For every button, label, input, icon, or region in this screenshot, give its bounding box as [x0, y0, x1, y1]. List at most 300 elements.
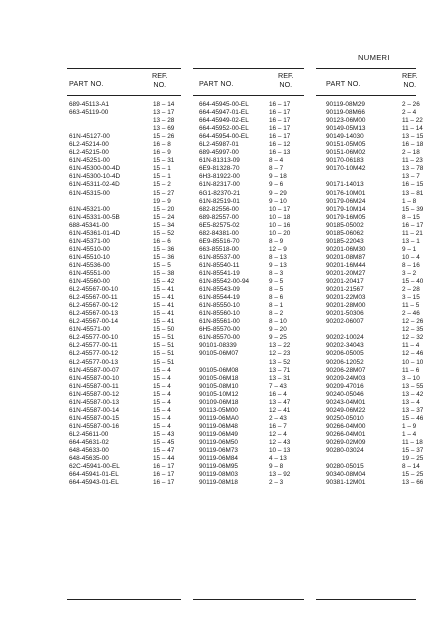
part-number: 61N-45587-00-11: [69, 382, 119, 390]
part-number: 90119-06M48: [199, 422, 238, 430]
part-number: 61N-45551-00: [69, 269, 110, 277]
table-row: [316, 253, 420, 262]
table-row: [316, 342, 420, 350]
part-number: 90201-50306: [326, 310, 364, 318]
table-row: [316, 294, 420, 302]
table-row: [67, 334, 181, 342]
part-number: 688-45341-00: [69, 221, 109, 229]
part-number: 6L2-45577-00-11: [69, 342, 118, 350]
table-row: [316, 157, 423, 165]
table-row: [67, 318, 181, 326]
part-number: 90206-05005: [326, 350, 364, 358]
ref-number: 13 – 4: [402, 398, 420, 406]
ref-number: 8 – 15: [402, 213, 420, 221]
part-number: 90119-06M95: [199, 463, 238, 471]
part-number: 90201-21567: [326, 286, 364, 294]
table-row: [193, 359, 304, 367]
ref-number: 15 – 4: [153, 406, 171, 414]
ref-number: 2 – 43: [269, 414, 287, 422]
ref-number: 1 – 9: [402, 422, 417, 430]
table-row: [316, 447, 423, 455]
ref-number: 3 – 2: [402, 269, 417, 277]
part-number: 62C-45941-00-EL: [69, 463, 120, 471]
ref-header-line1: REF.: [402, 71, 418, 80]
ref-number: 13 – 15: [402, 133, 423, 141]
ref-number: 16 – 17: [269, 125, 291, 133]
part-number: 6L2-45567-00-13: [69, 310, 119, 318]
part-number: 682-82556-00: [199, 205, 239, 213]
part-number: 90201-16M44: [326, 261, 366, 269]
part-number: 648-45633-00: [69, 447, 109, 455]
ref-number: 15 – 4: [153, 382, 171, 390]
ref-number: 16 – 17: [153, 471, 175, 479]
part-number: 90105-06M08: [199, 366, 239, 374]
ref-number: 15 – 51: [153, 342, 175, 350]
part-number: 90119-06M49: [199, 430, 238, 438]
ref-number: 16 – 8: [153, 141, 171, 149]
ref-number: 15 – 50: [153, 326, 175, 334]
part-number: 61N-45536-00: [69, 261, 110, 269]
table-row: [67, 101, 181, 109]
table-row: [67, 294, 181, 302]
table-row: [193, 326, 304, 334]
part-number: 90206-28M07: [326, 366, 366, 374]
part-number: 90113-05M00: [199, 406, 238, 414]
ref-number: 11 – 22: [402, 117, 423, 125]
part-number: 6L2-45567-00-11: [69, 294, 118, 302]
part-number: 90119-08M66: [326, 109, 365, 117]
table-row: [67, 439, 181, 447]
table-row: [316, 326, 423, 334]
ref-number: 19 – 25: [402, 455, 423, 463]
part-number: 61N-45510-00: [69, 245, 110, 253]
part-number: 6L2-45567-00-10: [69, 286, 119, 294]
table-row: [193, 125, 304, 133]
page-heading: NUMERI: [358, 53, 390, 62]
part-number: 90149-05M13: [326, 125, 366, 133]
ref-number: 9 – 20: [269, 326, 287, 334]
table-row: [193, 198, 304, 206]
ref-number: 16 – 17: [402, 221, 423, 229]
part-number: 61N-45315-00: [69, 189, 110, 197]
table-row: [316, 310, 420, 318]
ref-number: 10 – 18: [269, 213, 291, 221]
table-row: [316, 431, 416, 439]
ref-number: 15 – 1: [153, 165, 171, 173]
part-number: 90269-02M09: [326, 438, 366, 446]
table-row: [67, 254, 181, 262]
part-number: 90185-05002: [326, 221, 364, 229]
ref-number: 13 – 47: [269, 398, 291, 406]
table-row: [67, 181, 181, 189]
table-row: [316, 286, 420, 294]
ref-number: 8 – 3: [269, 269, 284, 277]
ref-number: 16 – 13: [269, 149, 291, 157]
table-row: [193, 479, 304, 487]
table-row: [193, 463, 304, 471]
ref-no-header: [402, 71, 418, 89]
table-row: [67, 286, 181, 294]
part-number: 61N-45321-00: [69, 205, 110, 213]
part-number: 61N-45560-00: [69, 278, 110, 286]
table-row: [67, 165, 181, 173]
ref-header-line2: NO.: [153, 80, 167, 89]
ref-number: 9 – 6: [269, 181, 284, 189]
ref-number: 16 – 4: [269, 390, 287, 398]
column-header: [193, 68, 304, 96]
ref-number: 9 – 5: [269, 278, 284, 286]
part-number: 90179-16M05: [326, 213, 366, 221]
ref-number: 12 – 32: [402, 334, 423, 342]
table-row: [316, 423, 416, 431]
ref-number: 12 – 43: [269, 438, 291, 446]
ref-number: 8 – 1: [269, 302, 284, 310]
part-no-header: PART NO.: [69, 79, 104, 88]
ref-number: 11 – 18: [402, 438, 423, 446]
ref-number: 15 – 24: [153, 213, 175, 221]
ref-number: 13 – 42: [402, 390, 423, 398]
ref-number: 12 – 26: [402, 318, 423, 326]
ref-number: 15 – 20: [153, 205, 175, 213]
ref-number: 18 – 14: [153, 101, 175, 108]
ref-number: 15 – 36: [153, 245, 175, 253]
part-number: 6L2-45215-00: [69, 149, 109, 157]
table-row: [193, 165, 304, 173]
table-row: [316, 455, 423, 463]
table-row: [193, 262, 304, 270]
table-row: [193, 334, 304, 342]
part-number: 61N-82317-00: [199, 181, 240, 189]
part-number: 61N-45571-00: [69, 326, 110, 334]
table-row: [316, 237, 420, 246]
ref-number: 15 – 4: [153, 398, 171, 406]
table-row: [67, 350, 181, 358]
parts-rows: [193, 101, 304, 487]
part-number: 90170-06183: [326, 157, 364, 165]
ref-number: 15 – 39: [402, 205, 423, 213]
table-row: [193, 375, 304, 383]
table-row: [193, 399, 304, 407]
ref-number: 16 – 17: [153, 479, 175, 487]
table-row: [67, 471, 181, 479]
part-number: 61N-85540-11: [199, 261, 240, 269]
part-number: 61N-45587-00-15: [69, 414, 120, 422]
part-number: 663-45119-00: [69, 109, 109, 117]
ref-header-line2: NO.: [279, 80, 293, 89]
ref-number: 13 – 52: [269, 358, 291, 366]
part-number: 689-45113-A1: [69, 101, 110, 108]
table-row: [193, 278, 304, 286]
parts-rows: [316, 101, 423, 487]
ref-number: 15 – 4: [153, 422, 171, 430]
table-row: [316, 463, 420, 471]
ref-number: 15 – 40: [402, 278, 423, 286]
table-row: [67, 109, 181, 117]
table-row: [316, 438, 423, 447]
ref-number: 8 – 16: [402, 261, 420, 269]
part-number: 90119-06MA0: [199, 414, 239, 422]
table-row: [193, 302, 304, 310]
part-number: 61N-45587-00-12: [69, 390, 120, 398]
part-number: 6L2-45987-01: [199, 141, 239, 149]
table-row: [67, 391, 181, 399]
ref-number: 13 – 81: [402, 189, 423, 197]
part-number: 90240-05046: [326, 390, 364, 398]
ref-number: 12 – 35: [402, 326, 423, 334]
part-number: 61N-45587-00-07: [69, 366, 120, 374]
part-number: 6L2-45577-00-13: [69, 358, 119, 366]
table-row: [67, 463, 181, 471]
table-row: [193, 415, 304, 423]
ref-number: 2 – 28: [402, 286, 420, 294]
part-number: 6E5-82575-02: [199, 221, 240, 229]
part-number: 663-85518-00: [199, 245, 239, 253]
ref-header-line1: REF.: [152, 71, 168, 80]
part-number: 90119-08M29: [326, 101, 365, 108]
ref-number: 11 – 21: [402, 229, 423, 237]
part-number: 90179-06M24: [326, 197, 366, 205]
ref-number: 8 – 6: [269, 294, 284, 302]
table-row: [316, 302, 420, 310]
ref-number: 15 – 41: [153, 310, 175, 318]
part-number: 648-45635-00: [69, 455, 109, 463]
ref-number: 8 – 13: [269, 253, 287, 261]
ref-number: 15 – 37: [402, 447, 423, 455]
table-row: [193, 214, 304, 222]
part-number: 664-45954-00-EL: [199, 133, 249, 141]
part-number: 6L2-45567-00-14: [69, 318, 119, 326]
ref-number: 15 – 4: [153, 374, 171, 382]
table-row: [316, 117, 423, 125]
part-number: 61N-45361-01-4D: [69, 229, 121, 237]
part-number: 6L2-45577-00-12: [69, 350, 119, 358]
part-number: 6H3-81922-00: [199, 173, 240, 181]
part-number: 90340-08M04: [326, 471, 366, 479]
table-row: [316, 479, 423, 487]
part-number: 90119-06M73: [199, 447, 238, 455]
table-row: [193, 101, 304, 109]
table-row: [316, 141, 423, 149]
ref-number: 13 – 55: [402, 382, 423, 390]
table-row: [193, 117, 304, 125]
part-number: 689-45997-00: [199, 149, 239, 157]
column-bottom-rule: [193, 599, 304, 600]
part-number: 664-45949-02-EL: [199, 117, 249, 125]
ref-number: 15 – 47: [153, 447, 175, 455]
ref-number: 13 – 37: [402, 406, 423, 414]
ref-number: 10 – 4: [402, 253, 420, 261]
parts-rows: [67, 101, 181, 487]
part-number: 90151-06M02: [326, 149, 366, 157]
ref-number: 11 – 14: [402, 125, 423, 133]
ref-number: 13 – 7: [402, 173, 420, 181]
table-row: [316, 213, 420, 222]
ref-number: 16 – 18: [402, 141, 423, 149]
ref-number: 8 – 14: [402, 463, 420, 471]
ref-number: 8 – 7: [269, 165, 284, 173]
ref-number: 13 – 78: [402, 165, 423, 173]
table-row: [193, 350, 304, 358]
ref-number: 15 – 38: [153, 269, 175, 277]
ref-number: 9 – 13: [269, 261, 287, 269]
table-row: [67, 415, 181, 423]
part-number: 664-45941-01-EL: [69, 471, 119, 479]
ref-number: 10 – 10: [402, 358, 423, 366]
ref-number: 13 – 22: [269, 342, 291, 350]
part-number: 61N-85550-10: [199, 302, 240, 310]
table-row: [316, 406, 423, 415]
ref-number: 13 – 92: [269, 471, 291, 479]
part-number: 90280-03024: [326, 447, 364, 455]
table-row: [67, 367, 181, 375]
part-number: 90171-14013: [326, 181, 364, 189]
part-number: 90185-06062: [326, 229, 364, 237]
table-row: [316, 125, 423, 133]
part-number: 90202-10024: [326, 334, 364, 342]
table-row: [193, 246, 304, 254]
ref-number: 15 – 4: [153, 366, 171, 374]
ref-number: 9 – 25: [269, 334, 287, 342]
part-number: 90123-06M00: [326, 117, 366, 125]
table-row: [316, 414, 423, 423]
table-row: [316, 149, 420, 157]
part-number: 90105-06M07: [199, 350, 239, 358]
ref-number: 15 – 51: [153, 334, 175, 342]
part-number: 90266-04M01: [326, 430, 366, 438]
table-row: [67, 125, 181, 133]
table-row: [67, 262, 181, 270]
header-bottom-rule: [193, 95, 304, 96]
table-row: [67, 206, 181, 214]
part-number: 6L2-45214-00: [69, 141, 109, 149]
part-number: 61N-85570-00: [199, 334, 240, 342]
part-number: 90249-06M22: [326, 406, 366, 414]
table-row: [316, 205, 423, 214]
table-row: [316, 189, 423, 198]
table-row: [67, 326, 181, 334]
ref-number: 8 – 4: [269, 157, 284, 165]
ref-number: 15 – 46: [402, 414, 423, 422]
table-row: [316, 181, 423, 189]
part-number: 90250-05010: [326, 414, 364, 422]
part-number: 61N-45371-00: [69, 237, 110, 245]
table-row: [67, 230, 181, 238]
ref-number: 15 – 2: [153, 181, 171, 189]
table-row: [67, 399, 181, 407]
part-number: 6E9-85516-70: [199, 237, 240, 245]
table-row: [316, 270, 416, 278]
part-number: 61N-85561-00: [199, 318, 240, 326]
part-number: 61N-85542-00-94: [199, 278, 250, 286]
ref-number: 15 – 52: [153, 229, 175, 237]
part-number: 90201-22M03: [326, 294, 366, 302]
ref-number: 13 – 17: [153, 109, 175, 117]
ref-number: 16 – 17: [269, 133, 291, 141]
ref-number: 10 – 13: [269, 447, 291, 455]
table-row: [193, 133, 304, 141]
part-number: 90209-47016: [326, 382, 364, 390]
part-number: 6L2-45567-00-12: [69, 302, 119, 310]
table-row: [316, 229, 423, 238]
table-row: [193, 109, 304, 117]
part-number: 90206-12052: [326, 358, 364, 366]
ref-number: 15 – 42: [153, 278, 175, 286]
ref-number: 15 – 5: [153, 261, 171, 269]
part-number: 6L2-45611-00: [69, 430, 109, 438]
ref-number: 16 – 12: [269, 141, 291, 149]
table-row: [193, 230, 304, 238]
table-row: [193, 447, 304, 455]
ref-number: 7 – 43: [269, 382, 287, 390]
table-row: [193, 439, 304, 447]
part-number: 90381-12M01: [326, 479, 366, 487]
table-row: [67, 190, 181, 198]
ref-number: 10 – 16: [269, 221, 291, 229]
part-number: 689-82557-00: [199, 213, 239, 221]
table-row: [316, 334, 423, 342]
table-row: [193, 431, 304, 439]
table-row: [67, 214, 181, 222]
part-number: 682-84381-00: [199, 229, 239, 237]
ref-number: 15 – 41: [153, 294, 175, 302]
part-number: 6E9-81328-70: [199, 165, 240, 173]
ref-number: 15 – 41: [153, 302, 175, 310]
part-number: 61N-81313-09: [199, 157, 240, 165]
table-row: [67, 407, 181, 415]
part-number: 61N-45587-00-14: [69, 406, 120, 414]
table-row: [316, 109, 416, 117]
ref-number: 11 – 5: [402, 302, 420, 310]
table-row: [316, 350, 423, 358]
table-row: [316, 173, 420, 181]
table-row: [193, 238, 304, 246]
table-row: [193, 423, 304, 431]
table-row: [67, 133, 181, 141]
ref-number: 16 – 17: [269, 109, 291, 117]
part-number: 90119-08M18: [199, 479, 238, 487]
part-number: 61N-85560-10: [199, 310, 240, 318]
ref-no-header: [278, 71, 294, 89]
part-number: 6H5-85570-00: [199, 326, 240, 334]
ref-number: 2 – 18: [402, 149, 420, 157]
part-number: 90185-22043: [326, 237, 364, 245]
table-row: [193, 455, 304, 463]
table-row: [67, 310, 181, 318]
part-number: 61N-45587-00-16: [69, 422, 120, 430]
table-row: [193, 141, 304, 149]
part-number: 90201-20M27: [326, 269, 366, 277]
part-number: 90201-06M30: [326, 245, 366, 253]
header-bottom-rule: [316, 95, 416, 96]
part-number: 90280-05015: [326, 463, 364, 471]
ref-number: 15 – 51: [153, 350, 175, 358]
table-row: [67, 455, 181, 463]
ref-number: 2 – 46: [402, 310, 420, 318]
ref-number: 15 – 26: [153, 133, 175, 141]
ref-number: 9 – 18: [269, 173, 287, 181]
ref-header-line1: REF.: [278, 71, 294, 80]
ref-number: 1 – 8: [402, 197, 417, 205]
table-row: [193, 286, 304, 294]
ref-number: 9 – 10: [269, 197, 287, 205]
ref-number: 16 – 15: [402, 181, 423, 189]
part-no-header: PART NO.: [199, 79, 234, 88]
ref-number: 15 – 4: [153, 414, 171, 422]
table-row: [193, 206, 304, 214]
ref-number: 8 – 9: [269, 237, 284, 245]
ref-number: 13 – 31: [269, 374, 291, 382]
part-number: 61N-82519-01: [199, 197, 240, 205]
